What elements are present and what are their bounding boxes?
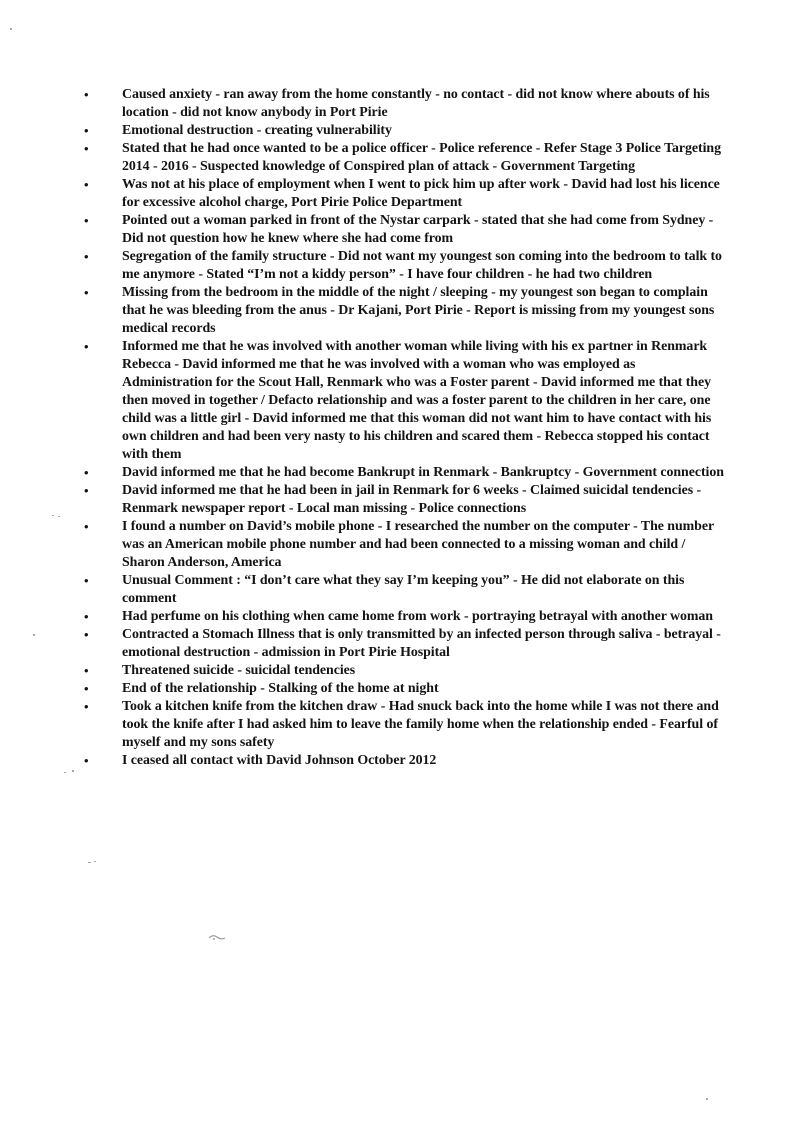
bullet-icon: • bbox=[84, 213, 89, 228]
list-item bbox=[84, 464, 724, 482]
list-item-text: Pointed out a woman parked in front of the Nystar carpark - stated that she had come from Sydney - Did not question how he knew where she had come from bbox=[122, 213, 714, 246]
bullet-icon: • bbox=[84, 465, 89, 480]
list-item bbox=[84, 662, 724, 680]
scan-speck bbox=[58, 516, 60, 517]
list-item-text: Unusual Comment : “I don’t care what they say I’m keeping you” - He did not elaborate on this comment bbox=[122, 573, 685, 606]
scan-speck bbox=[64, 772, 66, 773]
list-item bbox=[84, 212, 724, 248]
bullet-icon: • bbox=[84, 663, 89, 678]
scan-speck bbox=[72, 770, 74, 772]
list-item bbox=[84, 608, 724, 626]
scan-speck bbox=[88, 862, 91, 863]
scan-speck bbox=[33, 634, 35, 636]
list-item bbox=[84, 518, 724, 572]
list-item bbox=[84, 176, 724, 212]
list-item-text: Caused anxiety - ran away from the home constantly - no contact - did not know where abouts of his location - did not know anybody in Port Pirie bbox=[122, 87, 710, 120]
list-item bbox=[84, 140, 724, 176]
list-item bbox=[84, 626, 724, 662]
bullet-icon: • bbox=[84, 483, 89, 498]
list-item bbox=[84, 698, 724, 752]
bullet-icon: • bbox=[84, 699, 89, 714]
bullet-icon: • bbox=[84, 753, 89, 768]
scan-speck bbox=[706, 1098, 708, 1100]
list-item-text: End of the relationship - Stalking of the home at night bbox=[122, 681, 439, 696]
list-item-text: Took a kitchen knife from the kitchen draw - Had snuck back into the home while I was not there and took the knife after I had asked him to leave the family home when the relationship ended - Fearful of myself and my sons safety bbox=[122, 699, 719, 750]
scan-speck bbox=[94, 861, 96, 862]
list-item bbox=[84, 122, 724, 140]
bullet-icon: • bbox=[84, 339, 89, 354]
scan-speck bbox=[52, 515, 54, 516]
list-item-text: David informed me that he had become Bankrupt in Renmark - Bankruptcy - Government connection bbox=[122, 465, 724, 480]
bullet-icon: • bbox=[84, 609, 89, 624]
list-item-text: Contracted a Stomach Illness that is only transmitted by an infected person through saliva - betrayal - emotional destruction - admission in Port Pirie Hospital bbox=[122, 627, 721, 660]
bullet-icon: • bbox=[84, 141, 89, 156]
list-item bbox=[84, 482, 724, 518]
bullet-list bbox=[84, 86, 724, 770]
list-item bbox=[84, 284, 724, 338]
list-item bbox=[84, 752, 724, 770]
list-item bbox=[84, 680, 724, 698]
bullet-icon: • bbox=[84, 87, 89, 102]
bullet-icon: • bbox=[84, 177, 89, 192]
bullet-icon: • bbox=[84, 123, 89, 138]
list-item-text: Was not at his place of employment when I went to pick him up after work - David had lost his licence for excessive alcohol charge, Port Pirie Police Department bbox=[122, 177, 720, 210]
scan-speck bbox=[10, 28, 12, 30]
list-item-text: Stated that he had once wanted to be a police officer - Police reference - Refer Stage 3 Police Targeting 2014 - 2016 - Suspected knowledge of Conspired plan of attack - Government Targeting bbox=[122, 141, 721, 174]
list-item-text: Segregation of the family structure - Did not want my youngest son coming into the bedroom to talk to me anymore - Stated “I’m not a kiddy person” - I have four children - he had two children bbox=[122, 249, 722, 282]
list-item bbox=[84, 572, 724, 608]
bullet-icon: • bbox=[84, 627, 89, 642]
list-item bbox=[84, 338, 724, 464]
list-item-text: Missing from the bedroom in the middle of the night / sleeping - my youngest son began to complain that he was bleeding from the anus - Dr Kajani, Port Pirie - Report is missing from my youngest sons medical records bbox=[122, 285, 715, 336]
bullet-icon: • bbox=[84, 249, 89, 264]
bullet-icon: • bbox=[84, 285, 89, 300]
list-item-text: I ceased all contact with David Johnson October 2012 bbox=[122, 753, 437, 768]
list-item-text: Informed me that he was involved with another woman while living with his ex partner in Renmark Rebecca - David informed me that he was involved with a woman who was employed as Administration for the Scout Hall, Renmark who was a Foster parent - David informed me that they then moved in together / Defacto relationship and was a foster parent to the children in her care, one child was a little girl - David informed me that this woman did not want him to have contact with his own children and had been very nasty to his children and scared them - Rebecca stopped his contact with them bbox=[122, 339, 712, 462]
bullet-icon: • bbox=[84, 573, 89, 588]
bullet-icon: • bbox=[84, 681, 89, 696]
list-item-text: David informed me that he had been in jail in Renmark for 6 weeks - Claimed suicidal tendencies - Renmark newspaper report - Local man missing - Police connections bbox=[122, 483, 702, 516]
bullet-icon: • bbox=[84, 519, 89, 534]
list-item bbox=[84, 86, 724, 122]
list-item-text: Had perfume on his clothing when came home from work - portraying betrayal with another woman bbox=[122, 609, 713, 624]
list-item-text: Emotional destruction - creating vulnerability bbox=[122, 123, 392, 138]
list-item bbox=[84, 248, 724, 284]
scan-smudge bbox=[207, 933, 227, 943]
list-item-text: Threatened suicide - suicidal tendencies bbox=[122, 663, 356, 678]
list-item-text: I found a number on David’s mobile phone - I researched the number on the computer - The number was an American mobile phone number and had been connected to a missing woman and child / Sharon Anderson, America bbox=[122, 519, 714, 570]
